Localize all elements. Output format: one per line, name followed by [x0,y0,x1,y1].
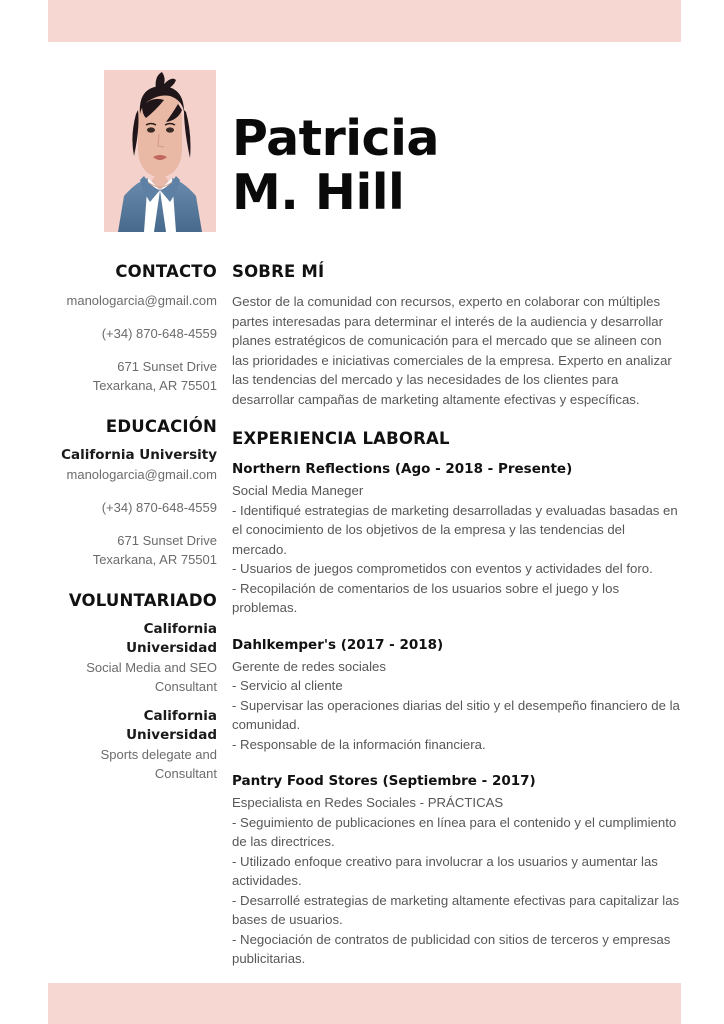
experience-entry [232,771,681,969]
job-bullet: - Identifiqué estrategias de marketing desarrolladas y evaluadas basadas en el conocimiento de los objetivos de la empresa y las tendencias del mercado. [232,502,678,557]
education-school: California University [61,447,217,463]
left-column [48,262,217,783]
contact-phone[interactable]: (+34) 870-648-4559 [101,326,217,341]
portrait-photo [104,70,216,232]
section-educacion [48,417,217,569]
contact-address-line1: 671 Sunset Drive [117,359,217,374]
education-phone[interactable]: (+34) 870-648-4559 [101,500,217,515]
educacion-heading: EDUCACIÓN [105,417,217,436]
job-title: Pantry Food Stores (Septiembre - 2017) [232,773,536,789]
sobre-mi-heading: SOBRE MÍ [232,262,325,281]
job-role: Especialista en Redes Sociales - PRÁCTICAS [232,795,504,810]
right-column [232,262,681,969]
section-voluntariado [48,591,217,783]
name-last: M. Hill [232,164,405,221]
job-role: Gerente de redes sociales [232,658,386,674]
volunteering-entry [48,620,217,696]
job-bullet: - Servicio al cliente [232,678,343,693]
volunteering-role-line: Social Media and SEO [86,660,217,675]
job-bullet: - Seguimiento de publicaciones en línea para el contenido y el cumplimiento de las directrices. [232,814,677,849]
candidate-name [232,112,672,220]
education-address-line2: Texarkana, AR 75501 [92,552,217,567]
bottom-decorative-band [48,983,681,1024]
job-bullet: - Usuarios de juegos comprometidos con eventos y actividades del foro. [232,561,653,576]
spacer [48,310,217,324]
job-bullet: - Desarrollé estrategias de marketing altamente efectivas para capitalizar las bases de usuarios. [232,892,680,927]
contact-email[interactable]: manologarcia@gmail.com [66,293,217,308]
job-role: Social Media Maneger [232,483,364,498]
job-title: Dahlkemper's (2017 - 2018) [232,636,444,653]
volunteering-role-line: Consultant [154,679,217,694]
volunteering-role-line: Consultant [154,766,217,781]
volunteering-organization: California Universidad [126,708,217,743]
top-decorative-band [48,0,681,42]
section-contacto [48,262,217,395]
section-experiencia-laboral [232,429,681,969]
spacer [48,517,217,531]
job-bullet: - Responsable de la información financiera. [232,736,486,752]
job-bullet: - Supervisar las operaciones diarias del sitio y el desempeño financiero de la comunidad. [232,697,680,732]
job-bullet: - Recopilación de comentarios de los usuarios sobre el juego y los problemas. [232,580,620,615]
education-address-line1: 671 Sunset Drive [117,533,217,548]
experience-entry [232,459,681,618]
spacer [48,484,217,498]
education-email[interactable]: manologarcia@gmail.com [66,467,217,482]
volunteering-organization: California Universidad [126,621,217,656]
contact-address-line2: Texarkana, AR 75501 [92,378,217,393]
job-bullet: - Utilizado enfoque creativo para involucrar a los usuarios y aumentar las actividades. [232,853,658,888]
name-first: Patricia [232,110,439,167]
resume-header [48,70,681,235]
volunteering-entry [48,707,217,783]
spacer [48,343,217,357]
voluntariado-heading: VOLUNTARIADO [68,591,217,610]
experiencia-heading: EXPERIENCIA LABORAL [232,429,450,448]
job-bullet: - Negociación de contratos de publicidad con sitios de terceros y empresas publicitarias. [232,931,671,966]
section-sobre-mi [232,262,681,409]
volunteering-role-line: Sports delegate and [100,747,217,762]
job-title: Northern Reflections (Ago - 2018 - Presente) [232,461,573,477]
contacto-heading: CONTACTO [115,262,217,281]
experience-entry [232,635,681,755]
about-text: Gestor de la comunidad con recursos, experto en colaborar con múltiples partes interesadas para determinar el interés de la audiencia y desarrollar planes estratégicos de comunicación para el mercado que se alineen con las prioridades e iniciativas comerciales de la empresa. Experto en analizar las tendencias del mercado y las necesidades de los clientes para desarrollar campañas de marketing altamente efectivas y específicas. [232,294,672,407]
